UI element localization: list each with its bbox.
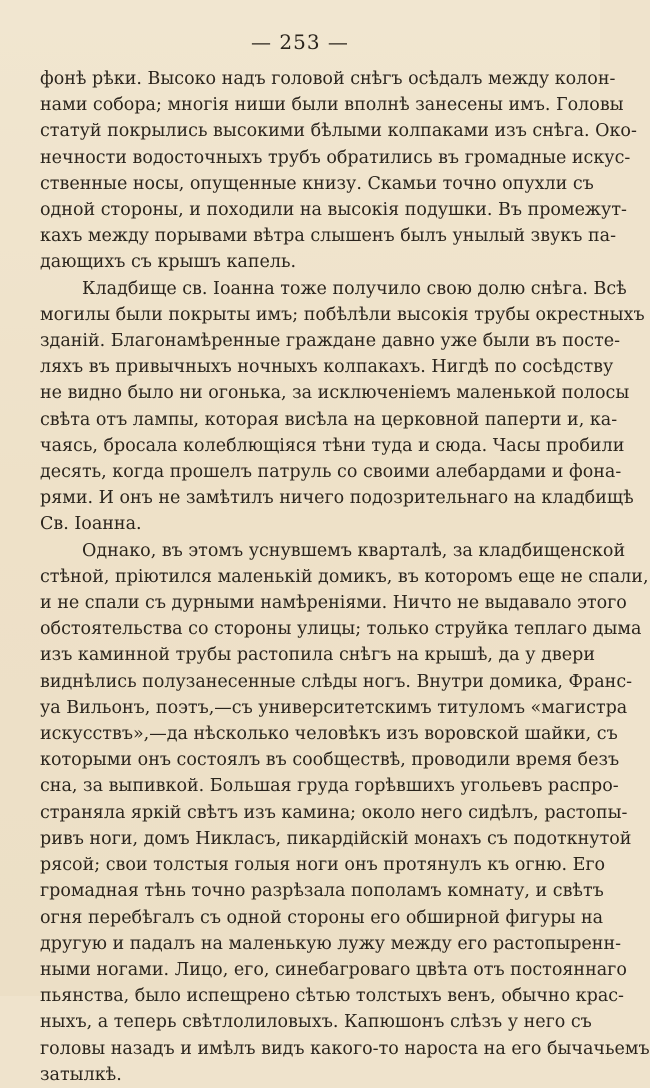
text-line: головы назадъ и имѣлъ видъ какого-то нароста на его бычачьемъ (40, 1038, 650, 1059)
text-line: огня перебѣгалъ съ одной стороны его обширной фигуры на (40, 907, 604, 928)
text-line: ривъ ноги, домъ Никласъ, пикардійскій монахъ съ подоткнутой (40, 828, 632, 849)
text-line: громадная тѣнь точно разрѣзала пополамъ комнату, и свѣтъ (40, 881, 604, 902)
text-line: сна, за выпивкой. Большая груда горѣвшихъ угольевъ распро- (40, 776, 619, 797)
text-line: десять, когда прошелъ патруль со своими алебардами и фона- (40, 462, 622, 483)
text-line: дающихъ съ крышъ капель. (40, 252, 297, 273)
text-line: ляхъ въ привычныхъ ночныхъ колпакахъ. Нигдѣ по сосѣдству (40, 357, 614, 378)
text-line: рями. И онъ не замѣтилъ ничего подозрительнаго на кладбищѣ (40, 488, 634, 509)
body-text (40, 66, 650, 1088)
text-line: искусствъ»,—да нѣсколько человѣкъ изъ воровской шайки, съ (40, 724, 618, 745)
text-line: свѣта отъ лампы, которая висѣла на церковной паперти и, ка- (40, 409, 618, 430)
paragraph-1 (40, 66, 637, 276)
text-line: виднѣлись полузанесенные слѣды ногъ. Внутри домика, Франс- (40, 671, 633, 692)
text-line: стѣной, пріютился маленькій домикъ, въ которомъ еще не спали, (40, 566, 649, 587)
text-line: ственные носы, опущенные книзу. Скамьи точно опухли съ (40, 173, 594, 194)
text-line: Однако, въ этомъ уснувшемъ кварталѣ, за кладбищенской (82, 540, 626, 561)
text-line: которыми онъ состоялъ въ сообществѣ, проводили время безъ (40, 750, 620, 771)
text-line: кахъ между порывами вѣтра слышенъ былъ унылый звукъ па- (40, 226, 616, 247)
text-line: страняла яркій свѣтъ изъ камина; около него сидѣлъ, растопы- (40, 802, 628, 823)
text-line: другую и падалъ на маленькую лужу между его растопыренн- (40, 933, 622, 954)
text-line: рясой; свои толстыя голыя ноги онъ протянулъ къ огню. Его (40, 855, 606, 876)
text-line: нечности водосточныхъ трубъ обратились въ громадные искус- (40, 147, 631, 168)
text-line: уа Вильонъ, поэтъ,—съ университетскимъ титуломъ «магистра (40, 697, 628, 718)
text-line: могилы были покрыты имъ; побѣлѣли высокія трубы окрестныхъ (40, 304, 645, 325)
text-line: не видно было ни огонька, за исключеніемъ маленькой полосы (40, 383, 630, 404)
text-line: Св. Іоанна. (40, 514, 142, 535)
text-line: ными ногами. Лицо, его, синебагроваго цвѣта отъ постояннаго (40, 959, 627, 980)
text-line: и не спали съ дурными намѣреніями. Ничто не выдавало этого (40, 593, 627, 614)
text-line: зданій. Благонамѣренные граждане давно уже были въ посте- (40, 331, 621, 352)
text-line: обстоятельства со стороны улицы; только струйка теплаго дыма (40, 619, 642, 640)
page-number: — 253 — (251, 30, 349, 54)
paragraph-3 (40, 538, 650, 1088)
text-line: фонѣ рѣки. Высоко надъ головой снѣгъ осѣдалъ между колон- (40, 69, 616, 89)
text-line: ныхъ, а теперь свѣтлолиловыхъ. Капюшонъ слѣзъ у него съ (40, 1012, 592, 1033)
paragraph-2 (40, 276, 645, 538)
text-line: нами собора; многія ниши были вполнѣ занесены имъ. Головы (40, 95, 624, 116)
text-line: затылкѣ. (40, 1064, 122, 1085)
text-line: чаясь, бросала колеблющіяся тѣни туда и сюда. Часы пробили (40, 435, 625, 456)
text-line: Кладбище св. Іоанна тоже получило свою долю снѣга. Всѣ (82, 278, 627, 299)
text-line: пьянства, было испещрено сѣтью толстыхъ венъ, обычно крас- (40, 986, 624, 1007)
text-line: изъ каминной трубы растопила снѣгъ на крышѣ, да у двери (40, 645, 595, 666)
text-line: статуй покрылись высокими бѣлыми колпаками изъ снѣга. Око- (40, 121, 637, 142)
text-line: одной стороны, и походили на высокія подушки. Въ промежут- (40, 200, 627, 221)
